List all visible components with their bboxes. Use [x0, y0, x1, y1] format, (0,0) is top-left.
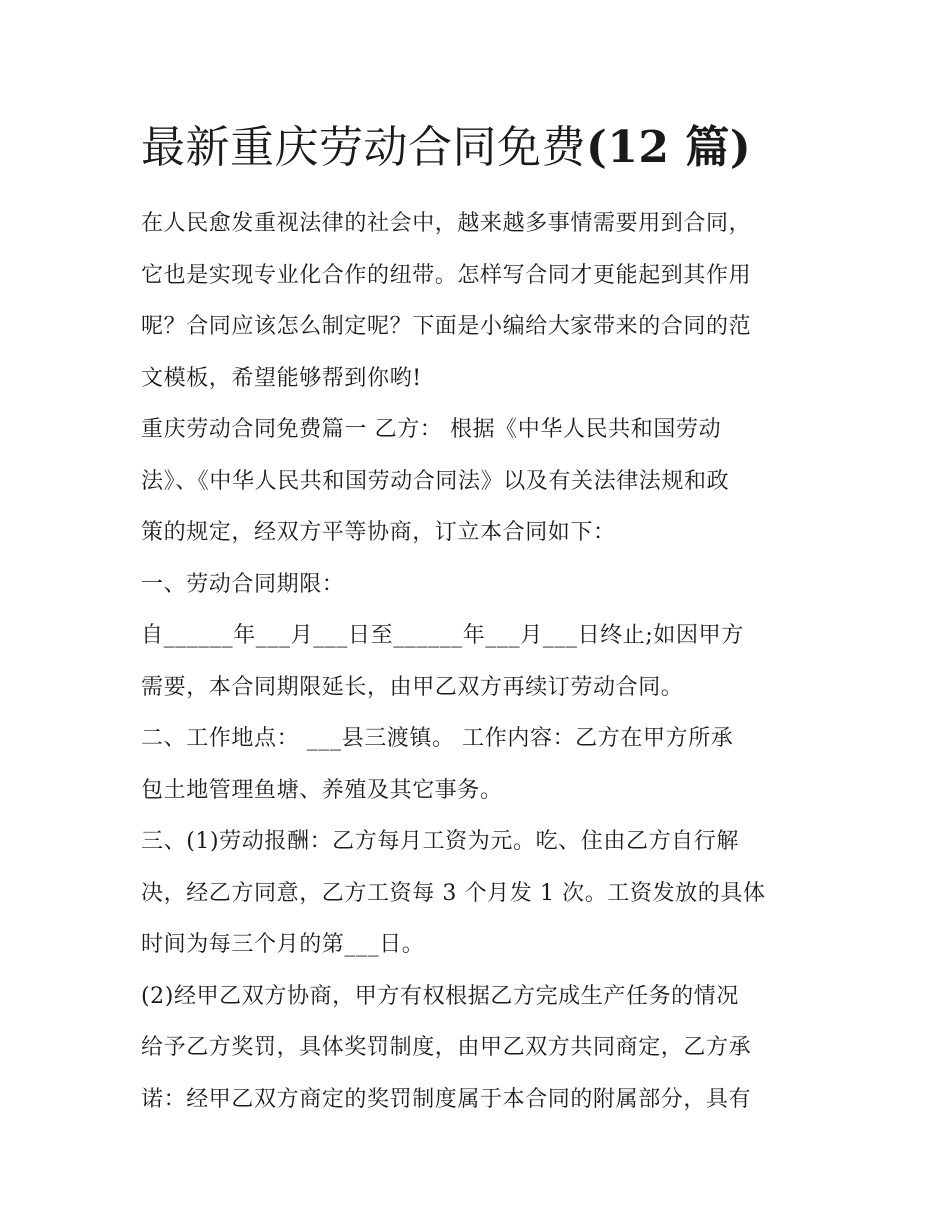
body-line: 法》、《中华人民共和国劳动合同法》以及有关法律法规和政: [141, 468, 730, 494]
document-body: [141, 198, 821, 1125]
body-line: 诺：经甲乙双方商定的奖罚制度属于本合同的附属部分，具有: [141, 1086, 752, 1112]
title-main: 最新重庆劳动合同免费: [141, 122, 586, 173]
body-line: 策的规定，经双方平等协商，订立本合同如下：: [141, 520, 616, 545]
body-line: (2)经甲乙双方协商，甲方有权根据乙方完成生产任务的情况: [141, 983, 739, 1009]
body-line: 决，经乙方同意，乙方工资每 3 个月发 1 次。工资发放的具体: [141, 880, 766, 906]
document-page: [141, 112, 821, 1125]
title-suffix: (12 篇): [586, 122, 752, 173]
body-line: 呢？合同应该怎么制定呢？下面是小编给大家带来的合同的范: [141, 314, 752, 339]
body-line: 需要，本合同期限延长，由甲乙双方再续订劳动合同。: [141, 674, 684, 700]
body-line: 一、劳动合同期限：: [141, 571, 345, 597]
body-line: 它也是实现专业化合作的纽带。怎样写合同才更能起到其作用: [141, 262, 752, 288]
body-line: 三、(1)劳动报酬：乙方每月工资为元。吃、住由乙方自行解: [141, 829, 739, 854]
body-line: 在人民愈发重视法律的社会中，越来越多事情需要用到合同，: [141, 211, 752, 236]
body-line: 自______年___月___日至______年___月___日终止;如因甲方: [141, 623, 744, 648]
body-line: 包土地管理鱼塘、养殖及其它事务。: [141, 777, 503, 803]
document-title: [141, 112, 821, 184]
body-line: 时间为每三个月的第___日。: [141, 932, 425, 957]
body-line: 给予乙方奖罚，具体奖罚制度，由甲乙双方共同商定，乙方承: [141, 1035, 752, 1060]
body-line: 文模板，希望能够帮到你哟!: [141, 365, 422, 391]
body-line: 二、工作地点： ___县三渡镇。 工作内容：乙方在甲方所承: [141, 726, 734, 751]
body-line: 重庆劳动合同免费篇一 乙方： 根据《中华人民共和国劳动: [141, 417, 722, 442]
